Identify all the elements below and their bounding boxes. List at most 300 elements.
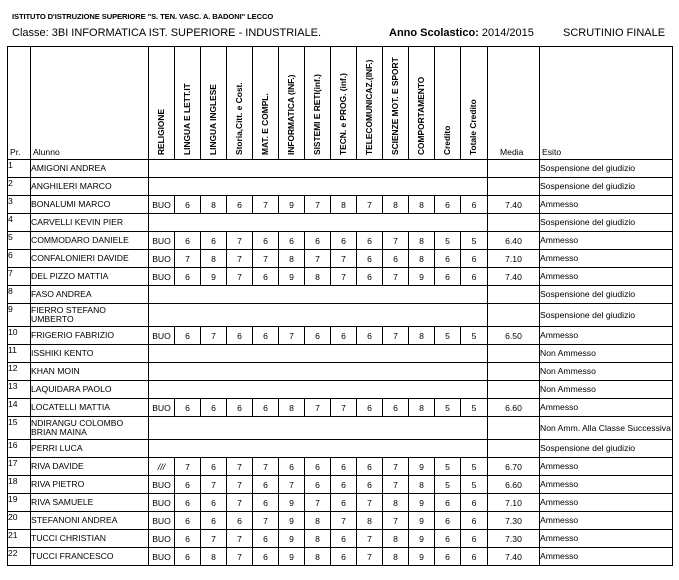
grade-cell: 6 <box>175 548 201 566</box>
grade-cell: 6 <box>201 512 227 530</box>
outcome-cell: Sospensione del giudizio <box>540 160 673 178</box>
header-row <box>8 47 673 160</box>
average-cell: 7.40 <box>488 268 540 286</box>
religion-grade: BUO <box>149 512 175 530</box>
student-row <box>8 494 673 512</box>
student-row <box>8 178 673 196</box>
grade-cell: 8 <box>279 250 305 268</box>
religion-grade: BUO <box>149 399 175 417</box>
average-cell: 6.50 <box>488 327 540 345</box>
grade-cell: 6 <box>253 548 279 566</box>
student-number: 15 <box>8 417 31 440</box>
student-row <box>8 417 673 440</box>
average-cell: 7.10 <box>488 250 540 268</box>
grade-cell: 6 <box>175 232 201 250</box>
average-cell <box>488 178 540 196</box>
grade-cell: 6 <box>305 458 331 476</box>
student-name: LAQUIDARA PAOLO <box>31 381 149 399</box>
outcome-cell: Non Ammesso <box>540 381 673 399</box>
student-row <box>8 214 673 232</box>
column-header-subject: MAT. E COMPL. <box>253 47 279 160</box>
average-cell <box>488 345 540 363</box>
grade-cell: 7 <box>227 268 253 286</box>
average-cell: 6.60 <box>488 399 540 417</box>
outcome-cell: Sospensione del giudizio <box>540 440 673 458</box>
outcome-cell: Ammesso <box>540 458 673 476</box>
average-cell: 6.60 <box>488 476 540 494</box>
student-number: 1 <box>8 160 31 178</box>
grade-cell: 7 <box>279 476 305 494</box>
grade-cell: 9 <box>409 494 435 512</box>
grade-cell: 6 <box>357 250 383 268</box>
outcome-cell: Ammesso <box>540 494 673 512</box>
student-number: 17 <box>8 458 31 476</box>
grade-cell: 7 <box>305 399 331 417</box>
student-number: 4 <box>8 214 31 232</box>
student-row <box>8 304 673 327</box>
grade-cell: 6 <box>461 494 488 512</box>
student-row <box>8 327 673 345</box>
student-number: 3 <box>8 196 31 214</box>
grades-empty <box>149 304 488 327</box>
grade-cell: 8 <box>383 530 409 548</box>
student-name: NDIRANGU COLOMBO BRIAN MAINA <box>31 417 149 440</box>
average-cell: 7.40 <box>488 548 540 566</box>
grade-cell: 6 <box>201 399 227 417</box>
column-header-subject: RELIGIONE <box>149 47 175 160</box>
student-name: PERRI LUCA <box>31 440 149 458</box>
outcome-cell: Sospensione del giudizio <box>540 286 673 304</box>
grade-cell: 6 <box>331 458 357 476</box>
student-number: 12 <box>8 363 31 381</box>
grades-empty <box>149 345 488 363</box>
grade-cell: 5 <box>461 232 488 250</box>
student-name: DEL PIZZO MATTIA <box>31 268 149 286</box>
student-row <box>8 476 673 494</box>
religion-grade: BUO <box>149 494 175 512</box>
grade-cell: 7 <box>331 250 357 268</box>
grade-cell: 6 <box>435 268 461 286</box>
grade-cell: 6 <box>227 196 253 214</box>
grade-cell: 7 <box>305 196 331 214</box>
student-name: AMIGONI ANDREA <box>31 160 149 178</box>
grade-cell: 6 <box>331 476 357 494</box>
religion-grade: BUO <box>149 327 175 345</box>
student-row <box>8 440 673 458</box>
grades-empty <box>149 214 488 232</box>
grade-cell: 6 <box>331 327 357 345</box>
school-name: ISTITUTO D'ISTRUZIONE SUPERIORE "S. TEN. VASC. A. BADONI" LECCO <box>12 12 274 21</box>
student-name: ISSHIKI KENTO <box>31 345 149 363</box>
student-number: 16 <box>8 440 31 458</box>
grade-cell: 7 <box>305 250 331 268</box>
grade-cell: 8 <box>409 232 435 250</box>
outcome-cell: Ammesso <box>540 268 673 286</box>
grade-cell: 6 <box>357 399 383 417</box>
grade-cell: 6 <box>357 327 383 345</box>
religion-grade: BUO <box>149 232 175 250</box>
grade-cell: 5 <box>435 327 461 345</box>
school-year-label: Anno Scolastico: <box>389 27 479 39</box>
grade-cell: 6 <box>331 548 357 566</box>
grade-cell: 9 <box>279 512 305 530</box>
grade-cell: 7 <box>357 494 383 512</box>
grade-cell: 7 <box>253 512 279 530</box>
outcome-cell: Non Ammesso <box>540 345 673 363</box>
average-cell <box>488 363 540 381</box>
grade-cell: 6 <box>331 530 357 548</box>
grade-cell: 6 <box>227 399 253 417</box>
student-row <box>8 232 673 250</box>
grade-cell: 9 <box>279 530 305 548</box>
column-header-subject: Totale Credito <box>461 47 488 160</box>
grade-cell: 9 <box>409 458 435 476</box>
grade-cell: 7 <box>175 458 201 476</box>
grade-cell: 7 <box>227 476 253 494</box>
student-number: 22 <box>8 548 31 566</box>
grade-cell: 7 <box>331 268 357 286</box>
grade-cell: 7 <box>253 250 279 268</box>
grade-cell: 8 <box>383 548 409 566</box>
grade-cell: 7 <box>279 327 305 345</box>
student-row <box>8 530 673 548</box>
student-number: 5 <box>8 232 31 250</box>
student-name: CONFALONIERI DAVIDE <box>31 250 149 268</box>
grade-cell: 6 <box>383 250 409 268</box>
grade-cell: 7 <box>383 268 409 286</box>
grade-cell: 6 <box>435 494 461 512</box>
grade-cell: 6 <box>175 530 201 548</box>
grade-cell: 5 <box>461 476 488 494</box>
column-header-student: Alunno <box>31 47 149 160</box>
student-name: BONALUMI MARCO <box>31 196 149 214</box>
grade-cell: 7 <box>305 494 331 512</box>
grade-cell: 6 <box>435 196 461 214</box>
grade-cell: 9 <box>279 268 305 286</box>
column-header-subject: INFORMATICA (INF.) <box>279 47 305 160</box>
outcome-cell: Non Amm. Alla Classe Successiva <box>540 417 673 440</box>
religion-grade: BUO <box>149 268 175 286</box>
student-row <box>8 250 673 268</box>
column-header-subject: SISTEMI E RETI(inf.) <box>305 47 331 160</box>
grade-cell: 7 <box>383 327 409 345</box>
grade-cell: 6 <box>253 268 279 286</box>
grade-cell: 6 <box>253 476 279 494</box>
grade-cell: 9 <box>409 512 435 530</box>
grade-cell: 6 <box>253 494 279 512</box>
grade-cell: 6 <box>201 458 227 476</box>
grade-cell: 6 <box>435 250 461 268</box>
grade-cell: 6 <box>279 458 305 476</box>
grade-cell: 8 <box>331 196 357 214</box>
grade-cell: 6 <box>435 530 461 548</box>
student-name: LOCATELLI MATTIA <box>31 399 149 417</box>
grade-cell: 7 <box>357 196 383 214</box>
grade-cell: 6 <box>461 250 488 268</box>
student-number: 6 <box>8 250 31 268</box>
religion-grade: BUO <box>149 476 175 494</box>
grade-cell: 8 <box>409 327 435 345</box>
grade-cell: 7 <box>331 512 357 530</box>
student-number: 21 <box>8 530 31 548</box>
grade-cell: 7 <box>331 399 357 417</box>
grade-cell: 5 <box>461 327 488 345</box>
student-number: 8 <box>8 286 31 304</box>
column-header-subject: SCIENZE MOT. E SPORT <box>383 47 409 160</box>
grade-cell: 7 <box>383 476 409 494</box>
grade-cell: 6 <box>175 476 201 494</box>
grade-cell: 9 <box>409 530 435 548</box>
grade-cell: 6 <box>331 494 357 512</box>
grade-cell: 6 <box>175 399 201 417</box>
outcome-cell: Ammesso <box>540 476 673 494</box>
grade-cell: 9 <box>279 196 305 214</box>
grade-cell: 5 <box>461 458 488 476</box>
school-year-value: 2014/2015 <box>481 27 534 39</box>
student-name: RIVA PIETRO <box>31 476 149 494</box>
grade-cell: 6 <box>435 512 461 530</box>
grade-cell: 6 <box>461 512 488 530</box>
grade-cell: 7 <box>227 494 253 512</box>
grade-cell: 9 <box>279 548 305 566</box>
grade-cell: 8 <box>357 512 383 530</box>
grades-empty <box>149 363 488 381</box>
student-number: 7 <box>8 268 31 286</box>
grades-empty <box>149 440 488 458</box>
grade-cell: 9 <box>409 548 435 566</box>
grade-cell: 8 <box>383 196 409 214</box>
grade-cell: 8 <box>201 548 227 566</box>
grade-cell: 6 <box>175 327 201 345</box>
grade-cell: 6 <box>175 512 201 530</box>
grade-cell: 7 <box>357 530 383 548</box>
column-header-pr: Pr. <box>8 47 31 160</box>
average-cell: 7.30 <box>488 530 540 548</box>
column-header-subject: COMPORTAMENTO <box>409 47 435 160</box>
grade-cell: 5 <box>435 399 461 417</box>
student-row <box>8 512 673 530</box>
outcome-cell: Ammesso <box>540 512 673 530</box>
grade-cell: 6 <box>357 476 383 494</box>
outcome-cell: Ammesso <box>540 250 673 268</box>
outcome-cell: Sospensione del giudizio <box>540 304 673 327</box>
grade-cell: 6 <box>175 196 201 214</box>
grade-cell: 8 <box>409 250 435 268</box>
grade-cell: 8 <box>305 512 331 530</box>
average-cell <box>488 160 540 178</box>
outcome-cell: Ammesso <box>540 232 673 250</box>
grade-cell: 6 <box>253 399 279 417</box>
grade-cell: 6 <box>175 494 201 512</box>
grade-cell: 7 <box>227 548 253 566</box>
grade-cell: 6 <box>461 196 488 214</box>
grade-cell: 7 <box>357 548 383 566</box>
session-title: SCRUTINIO FINALE <box>563 27 666 39</box>
grade-cell: 8 <box>201 250 227 268</box>
average-cell <box>488 440 540 458</box>
grade-cell: 6 <box>305 327 331 345</box>
student-row <box>8 458 673 476</box>
grade-cell: 8 <box>279 399 305 417</box>
grade-cell: 8 <box>305 530 331 548</box>
outcome-cell: Ammesso <box>540 399 673 417</box>
grade-cell: 6 <box>357 232 383 250</box>
religion-grade: BUO <box>149 530 175 548</box>
grade-cell: 8 <box>201 196 227 214</box>
student-name: TUCCI FRANCESCO <box>31 548 149 566</box>
grade-cell: 6 <box>331 232 357 250</box>
grade-cell: 6 <box>253 327 279 345</box>
student-name: COMMODARO DANIELE <box>31 232 149 250</box>
grade-cell: 8 <box>305 548 331 566</box>
average-cell: 7.30 <box>488 512 540 530</box>
religion-grade: BUO <box>149 250 175 268</box>
grade-cell: 7 <box>383 458 409 476</box>
grade-cell: 7 <box>253 196 279 214</box>
student-number: 13 <box>8 381 31 399</box>
average-cell: 7.10 <box>488 494 540 512</box>
grade-cell: 6 <box>305 476 331 494</box>
average-cell: 7.40 <box>488 196 540 214</box>
student-number: 2 <box>8 178 31 196</box>
grade-cell: 6 <box>175 268 201 286</box>
column-header-outcome: Esito <box>540 47 673 160</box>
grade-cell: 6 <box>253 530 279 548</box>
grade-cell: 6 <box>201 494 227 512</box>
column-header-subject: LINGUA INGLESE <box>201 47 227 160</box>
student-name: RIVA DAVIDE <box>31 458 149 476</box>
column-header-subject: TELECOMUNICAZ.(INF.) <box>357 47 383 160</box>
outcome-cell: Ammesso <box>540 196 673 214</box>
grade-cell: 6 <box>357 268 383 286</box>
average-cell <box>488 381 540 399</box>
student-number: 11 <box>8 345 31 363</box>
grade-cell: 7 <box>253 458 279 476</box>
student-number: 20 <box>8 512 31 530</box>
average-cell <box>488 286 540 304</box>
outcome-cell: Ammesso <box>540 530 673 548</box>
grade-cell: 7 <box>383 512 409 530</box>
grade-cell: 8 <box>409 196 435 214</box>
student-row <box>8 345 673 363</box>
student-row <box>8 196 673 214</box>
outcome-cell: Non Ammesso <box>540 363 673 381</box>
grades-table-body <box>8 160 673 566</box>
grade-cell: 6 <box>227 512 253 530</box>
student-row <box>8 268 673 286</box>
student-number: 18 <box>8 476 31 494</box>
student-name: FIERRO STEFANO UMBERTO <box>31 304 149 327</box>
student-number: 9 <box>8 304 31 327</box>
grades-empty <box>149 417 488 440</box>
outcome-cell: Ammesso <box>540 327 673 345</box>
grade-cell: 8 <box>305 268 331 286</box>
grade-cell: 6 <box>253 232 279 250</box>
grade-cell: 7 <box>383 232 409 250</box>
grade-cell: 8 <box>409 399 435 417</box>
grade-cell: 7 <box>175 250 201 268</box>
student-row <box>8 160 673 178</box>
student-name: RIVA SAMUELE <box>31 494 149 512</box>
grade-cell: 5 <box>435 458 461 476</box>
outcome-cell: Ammesso <box>540 548 673 566</box>
average-cell <box>488 214 540 232</box>
column-header-average: Media <box>488 47 540 160</box>
student-name: TUCCI CHRISTIAN <box>31 530 149 548</box>
religion-grade: /// <box>149 458 175 476</box>
average-cell: 6.40 <box>488 232 540 250</box>
grades-empty <box>149 160 488 178</box>
student-row <box>8 381 673 399</box>
student-name: FRIGERIO FABRIZIO <box>31 327 149 345</box>
grade-cell: 6 <box>435 548 461 566</box>
average-cell: 6.70 <box>488 458 540 476</box>
grade-cell: 7 <box>227 250 253 268</box>
grade-cell: 7 <box>201 530 227 548</box>
grade-cell: 9 <box>409 268 435 286</box>
grade-cell: 6 <box>279 232 305 250</box>
class-label: Classe: 3BI INFORMATICA IST. SUPERIORE - INDUSTRIALE. <box>12 27 322 39</box>
student-row <box>8 399 673 417</box>
grades-table <box>7 46 673 566</box>
grade-cell: 6 <box>461 268 488 286</box>
grade-cell: 6 <box>461 548 488 566</box>
school-year <box>389 27 534 39</box>
student-number: 14 <box>8 399 31 417</box>
student-name: ANGHILERI MARCO <box>31 178 149 196</box>
grade-cell: 6 <box>383 399 409 417</box>
grade-cell: 5 <box>435 232 461 250</box>
grades-empty <box>149 286 488 304</box>
student-row <box>8 286 673 304</box>
religion-grade: BUO <box>149 196 175 214</box>
student-row <box>8 363 673 381</box>
column-header-subject: Storia,Citt. e Cost. <box>227 47 253 160</box>
student-name: STEFANONI ANDREA <box>31 512 149 530</box>
grades-empty <box>149 381 488 399</box>
grade-cell: 7 <box>201 476 227 494</box>
grade-cell: 7 <box>227 232 253 250</box>
grade-cell: 6 <box>227 327 253 345</box>
grade-cell: 7 <box>227 458 253 476</box>
grade-cell: 9 <box>279 494 305 512</box>
column-header-subject: Credito <box>435 47 461 160</box>
grade-cell: 8 <box>383 494 409 512</box>
grades-empty <box>149 178 488 196</box>
average-cell <box>488 304 540 327</box>
outcome-cell: Sospensione del giudizio <box>540 214 673 232</box>
student-name: CARVELLI KEVIN PIER <box>31 214 149 232</box>
grade-cell: 6 <box>461 530 488 548</box>
student-name: FASO ANDREA <box>31 286 149 304</box>
student-number: 19 <box>8 494 31 512</box>
column-header-subject: TECN. e PROG. (inf.) <box>331 47 357 160</box>
column-header-subject: LINGUA E LETT.IT <box>175 47 201 160</box>
grade-cell: 5 <box>461 399 488 417</box>
report-header <box>12 27 672 41</box>
grade-cell: 5 <box>435 476 461 494</box>
grade-cell: 6 <box>201 232 227 250</box>
grade-cell: 6 <box>357 458 383 476</box>
religion-grade: BUO <box>149 548 175 566</box>
student-name: KHAN MOIN <box>31 363 149 381</box>
grade-cell: 8 <box>409 476 435 494</box>
student-row <box>8 548 673 566</box>
grade-cell: 9 <box>201 268 227 286</box>
grade-cell: 6 <box>305 232 331 250</box>
average-cell <box>488 417 540 440</box>
student-number: 10 <box>8 327 31 345</box>
